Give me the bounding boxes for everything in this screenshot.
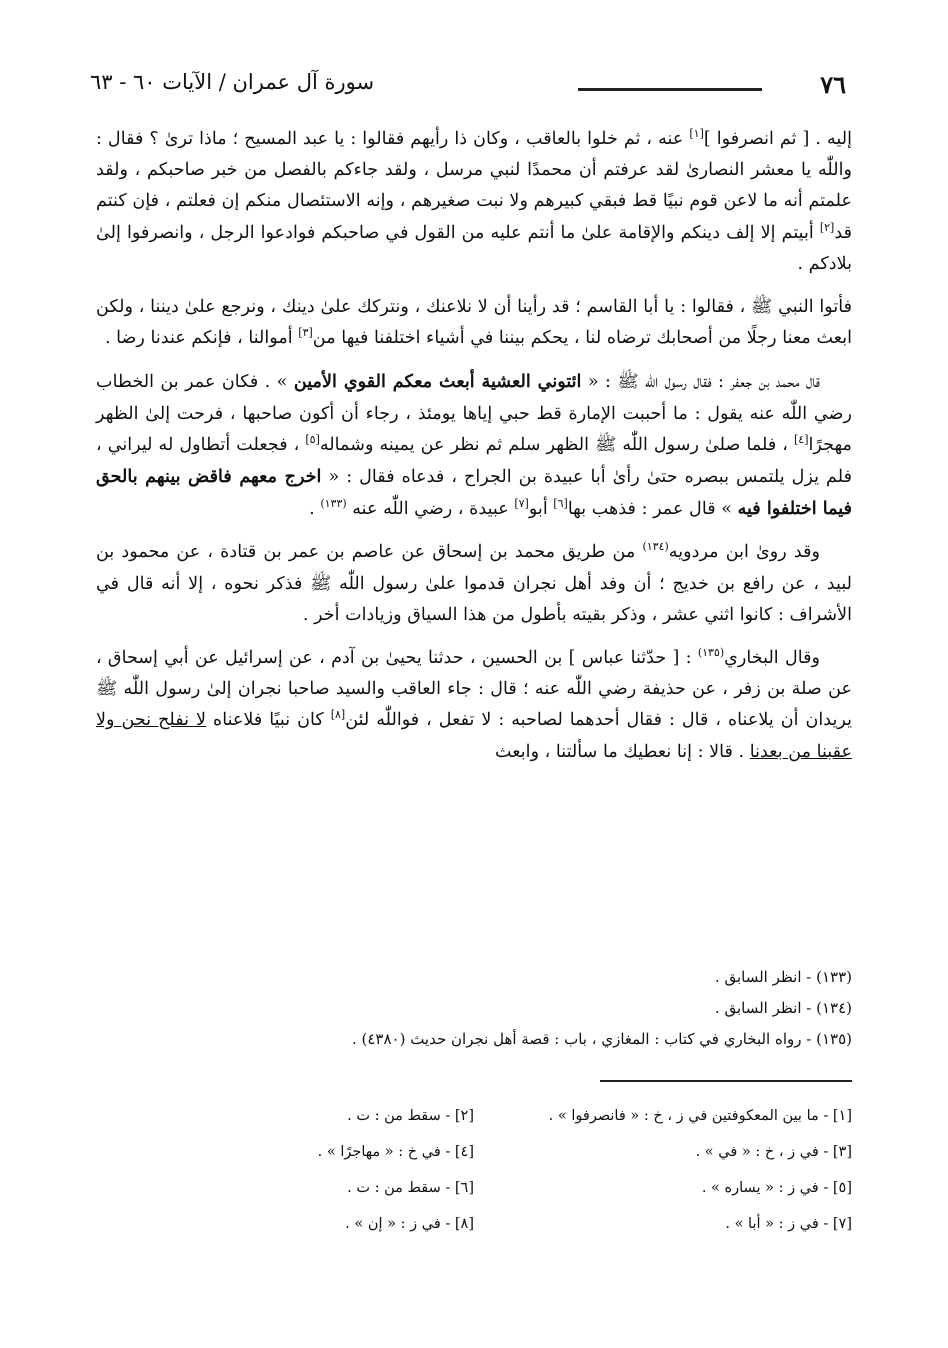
text-run: أبيتم إلا إلف دينكم والإقامة علىٰ ما أنتم عليه من القول في صاحبكم فوادعوا الرجل ، وانصرفوا إلىٰ بلادكم . — [96, 222, 852, 274]
variant-note: [٤] - في خ : « مهاجرًا » . — [317, 1144, 474, 1160]
text-run: قال محمد بن جعفر : فقال رسول اللّٰه ﷺ : « — [581, 372, 820, 393]
note-ref: [٧] — [514, 497, 529, 511]
variant-notes — [96, 1098, 852, 1242]
note-ref: [٢] — [819, 220, 835, 234]
hadith-quote: ائتوني العشية أبعث معكم القوي الأمين — [293, 371, 582, 393]
text-run: ، فلما صلىٰ رسول اللّٰه ﷺ الظهر سلم ثم نظر عن يمينه وشماله — [319, 434, 794, 455]
note-row — [96, 1206, 852, 1242]
text-run: . قالا : إنا نعطيك ما سألتنا ، وابعث — [495, 741, 750, 762]
note-row — [96, 1170, 852, 1206]
text-run: أبو — [528, 499, 554, 520]
variant-note: [٢] - سقط من : ت . — [347, 1108, 474, 1124]
footnote: (١٣٤) - انظر السابق . — [714, 999, 852, 1017]
text-run: » . فكان عمر بن الخطاب رضي اللّٰه عنه يقول : ما أحببت الإمارة قط حبي إياها يومئذ ، رجاء أن أكون صاحبها ، فرحت إلىٰ الظهر مهجرًا — [96, 372, 852, 455]
note-ref: [٣] — [298, 326, 313, 340]
footnote-ref: (١٣٥) — [697, 646, 725, 660]
footnote-ref: (١٣٤) — [642, 540, 669, 554]
footnote: (١٣٥) - رواه البخاري في كتاب : المغازي ، باب : قصة أهل نجران حديث (٤٣٨٠) . — [351, 1030, 852, 1048]
text-run: وقد روىٰ ابن مردويه — [668, 542, 821, 563]
page-header — [90, 70, 858, 104]
note-row — [96, 1134, 852, 1170]
footnote: (١٣٣) - انظر السابق . — [714, 968, 852, 986]
text-run: إليه . [ ثم انصرفوا ] — [703, 129, 852, 149]
variant-note: [٣] - في ز ، خ : « في » . — [695, 1144, 852, 1160]
text-run: أموالنا ، فإنكم عندنا رضا . — [104, 328, 299, 349]
text-run: ، فجعلت أتطاول له ليراني ، فلم يزل يلتمس ببصره حتىٰ رأىٰ أبا عبيدة بن الجراح ، فدعاه فقال : « — [96, 434, 852, 488]
running-title: سورة آل عمران / الآيات ٦٠ - ٦٣ — [90, 70, 375, 94]
underlined-text: لا نفلح نحن ولا عقبنا من بعدنا — [96, 710, 852, 762]
text-run: كان نبيًا فلاعناه — [206, 710, 331, 731]
header-rule — [578, 88, 762, 91]
text-run: عنه ، ثم خلوا بالعاقب ، وكان ذا رأيهم فقالوا : يا عبد المسيح ؛ ماذا ترىٰ ؟ فقال : واللّٰه يا معشر النصارىٰ لقد عرفتم أن محمدًا لنبي مرسل ، ولقد جاءكم بالفصل من خبر صاحبكم ، ولقد علمتم أنه ما لاعن قوم نبيًا قط فبقي كبيرهم ولا نبت صغيرهم ، وإنه الاستئصال منكم إن فعلتم ، فإن كنتم قد — [96, 129, 852, 243]
note-ref: [٨] — [330, 708, 346, 722]
notes-separator — [600, 1080, 852, 1082]
paragraph — [96, 124, 852, 280]
footnote-ref: (١٣٣) — [320, 497, 347, 511]
text-run: : [ حدّثنا عباس ] بن الحسين ، حدثنا يحيىٰ بن آدم ، عن إسرائيل عن أبي إسحاق ، عن صلة بن زفر ، عن حذيفة رضي اللّٰه عنه ؛ قال : جاء العاقب والسيد صاحبا نجران إلىٰ رسول اللّٰه ﷺ يريدان أن يلاعناه ، قال : فقال أحدهما لصاحبه : لا تفعل ، فواللّٰه لئن — [96, 648, 852, 731]
text-run: » قال عمر : فذهب بها — [567, 499, 738, 520]
text-run: وقال البخاري — [724, 648, 820, 669]
text-run: . — [309, 499, 321, 520]
variant-note: [٨] - في ز : « إن » . — [345, 1216, 474, 1232]
paragraph — [96, 292, 852, 354]
footnotes — [96, 962, 852, 1055]
page-number: ٧٦ — [820, 70, 846, 99]
note-ref: [١] — [689, 127, 704, 141]
paragraph — [96, 366, 852, 525]
variant-note: [١] - ما بين المعكوفتين في ز ، خ : « فانصرفوا » . — [548, 1108, 852, 1124]
variant-note: [٦] - سقط من : ت . — [347, 1180, 474, 1196]
note-ref: [٤] — [793, 432, 809, 446]
main-text — [96, 124, 852, 780]
paragraph — [96, 643, 852, 768]
paragraph — [96, 537, 852, 631]
text-run: عبيدة ، رضي اللّٰه عنه — [346, 499, 515, 520]
note-ref: [٦] — [553, 497, 568, 511]
note-ref: [٥] — [305, 432, 320, 446]
hadith-quote: اخرج معهم فاقض بينهم بالحق فيما اختلفوا فيه — [96, 466, 852, 520]
note-row — [96, 1098, 852, 1134]
variant-note: [٧] - في ز : « أبا » . — [725, 1216, 852, 1232]
variant-note: [٥] - في ز : « يساره » . — [701, 1180, 852, 1196]
text-run: فأتوا النبي ﷺ ، فقالوا : يا أبا القاسم ؛ قد رأينا أن لا نلاعنك ، ونتركك علىٰ دينك ، ونرجع علىٰ ديننا ، ولكن ابعث معنا رجلًا من أصحابك ترضاه لنا ، يحكم بيننا في أشياء اختلفنا فيها من — [96, 297, 852, 349]
text-run: من طريق محمد بن إسحاق عن عاصم بن عمر بن قتادة ، عن محمود بن لبيد ، عن رافع بن خديج ؛ أن وفد أهل نجران قدموا علىٰ رسول اللّٰه ﷺ فذكر نحوه ، إلا أنه قال في الأشراف : كانوا اثني عشر ، وذكر بقيته بأطول من هذا السياق وزيادات أخر . — [96, 542, 852, 625]
